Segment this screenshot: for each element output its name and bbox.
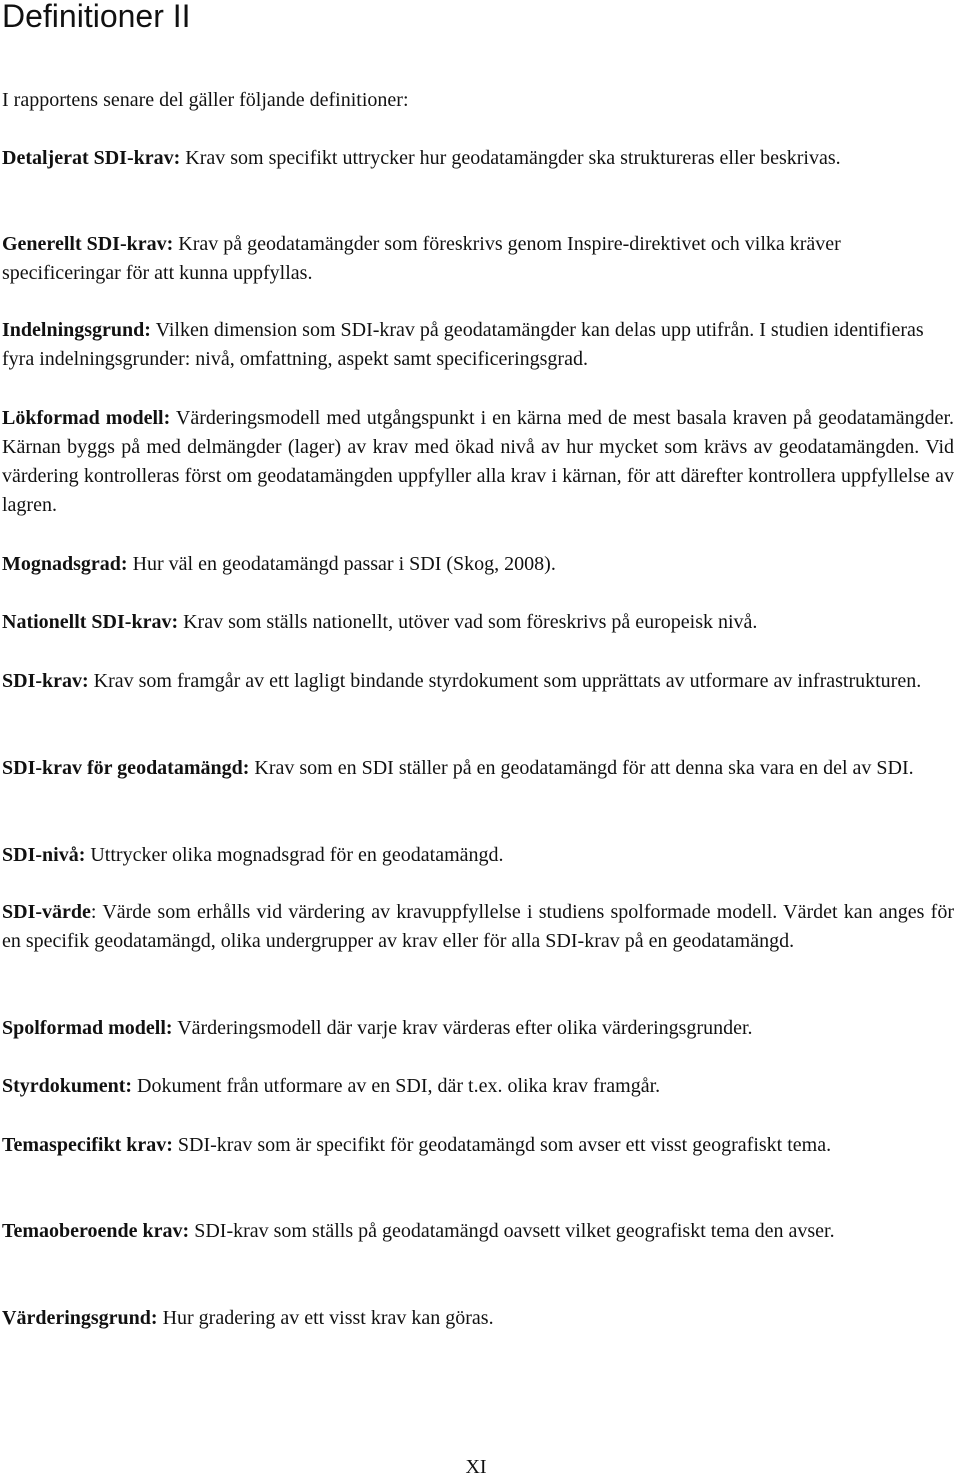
definition-term: SDI-krav för geodatamängd: [2,757,250,779]
definition-term: Värderingsgrund: [2,1307,158,1329]
definition-term: Nationellt SDI-krav: [2,611,179,633]
definition-term: Generellt SDI-krav: [2,233,174,255]
definition-text: Krav på geodatamängder som föreskrivs genom Inspire-direktivet och vilka kräver specificeringar för att kunna uppfyllas. [2,233,841,284]
definition-text: Krav som ställs nationellt, utöver vad som föreskrivs på europeisk nivå. [178,611,758,633]
definition-spolformad-modell [2,1014,954,1043]
definition-nationellt-sdi-krav [2,608,954,637]
definition-term: Temaoberoende krav: [2,1220,190,1242]
definition-lokformad-modell [2,404,954,520]
definition-temaoberoende-krav [2,1217,954,1246]
definition-term: Styrdokument: [2,1075,133,1097]
definition-indelningsgrund [2,316,954,374]
definition-sdi-niva [2,841,954,870]
page-heading: Definitioner II [2,0,191,34]
definition-text: Dokument från utformare av en SDI, där t.ex. olika krav framgår. [132,1075,661,1097]
intro-paragraph: I rapportens senare del gäller följande definitioner: [2,89,409,111]
definition-sdi-krav-for-geodatamangd [2,754,954,783]
definition-text: Vilken dimension som SDI-krav på geodatamängder kan delas upp utifrån. I studien identifieras fyra indelningsgrunder: nivå, omfattning, aspekt samt specificeringsgrad. [2,319,924,370]
definition-term: Mognadsgrad: [2,553,128,575]
definition-term: Temaspecifikt krav: [2,1134,173,1156]
definition-text: : Värde som erhålls vid värdering av kravuppfyllelse i studiens spolformade modell. Värdet kan anges för en specifik geodatamängd, olika undergrupper av krav eller för alla SDI-krav på en geodatamängd. [2,901,954,952]
definition-term: SDI-nivå: [2,844,86,866]
definition-sdi-varde [2,898,954,956]
definition-term: Lökformad modell: [2,407,171,429]
definition-term: SDI-krav: [2,670,89,692]
definition-text: Hur väl en geodatamängd passar i SDI (Skog, 2008). [127,553,556,575]
definition-text: SDI-krav som ställs på geodatamängd oavsett vilket geografiskt tema den avser. [189,1220,835,1242]
definition-detaljerat-sdi-krav [2,144,954,173]
definition-term: SDI-värde [2,901,91,923]
definition-term: Spolformad modell: [2,1017,173,1039]
page-number: XI [465,1456,487,1478]
definition-text: Värderingsmodell där varje krav värderas efter olika värderingsgrunder. [172,1017,753,1039]
definition-generellt-sdi-krav [2,230,954,288]
definition-term: Detaljerat SDI-krav: [2,147,181,169]
definition-term: Indelningsgrund: [2,319,151,341]
definition-temaspecifikt-krav [2,1131,954,1160]
definition-text: Uttrycker olika mognadsgrad för en geodatamängd. [85,844,504,866]
definition-varderingsgrund [2,1304,954,1333]
definition-styrdokument [2,1072,954,1101]
definition-sdi-krav [2,667,954,696]
definition-mognadsgrad [2,550,954,579]
definition-text: Krav som specifikt uttrycker hur geodatamängder ska struktureras eller beskrivas. [180,147,841,169]
definition-text: Hur gradering av ett visst krav kan göras. [157,1307,494,1329]
definition-text: Värderingsmodell med utgångspunkt i en kärna med de mest basala kraven på geodatamängder. Kärnan byggs på med delmängder (lager) av krav med ökad nivå av hur mycket som krävs av geodatamängden. Vid värdering kontrolleras först om geodatamängden uppfyller alla krav i kärnan, för att därefter kontrollera uppfyllelse av lagren. [2,407,955,516]
definition-text: Krav som en SDI ställer på en geodatamängd för att denna ska vara en del av SDI. [249,757,914,779]
definition-text: Krav som framgår av ett lagligt bindande styrdokument som upprättats av utformare av infrastrukturen. [88,670,922,692]
definition-text: SDI-krav som är specifikt för geodatamängd som avser ett visst geografiskt tema. [172,1134,832,1156]
